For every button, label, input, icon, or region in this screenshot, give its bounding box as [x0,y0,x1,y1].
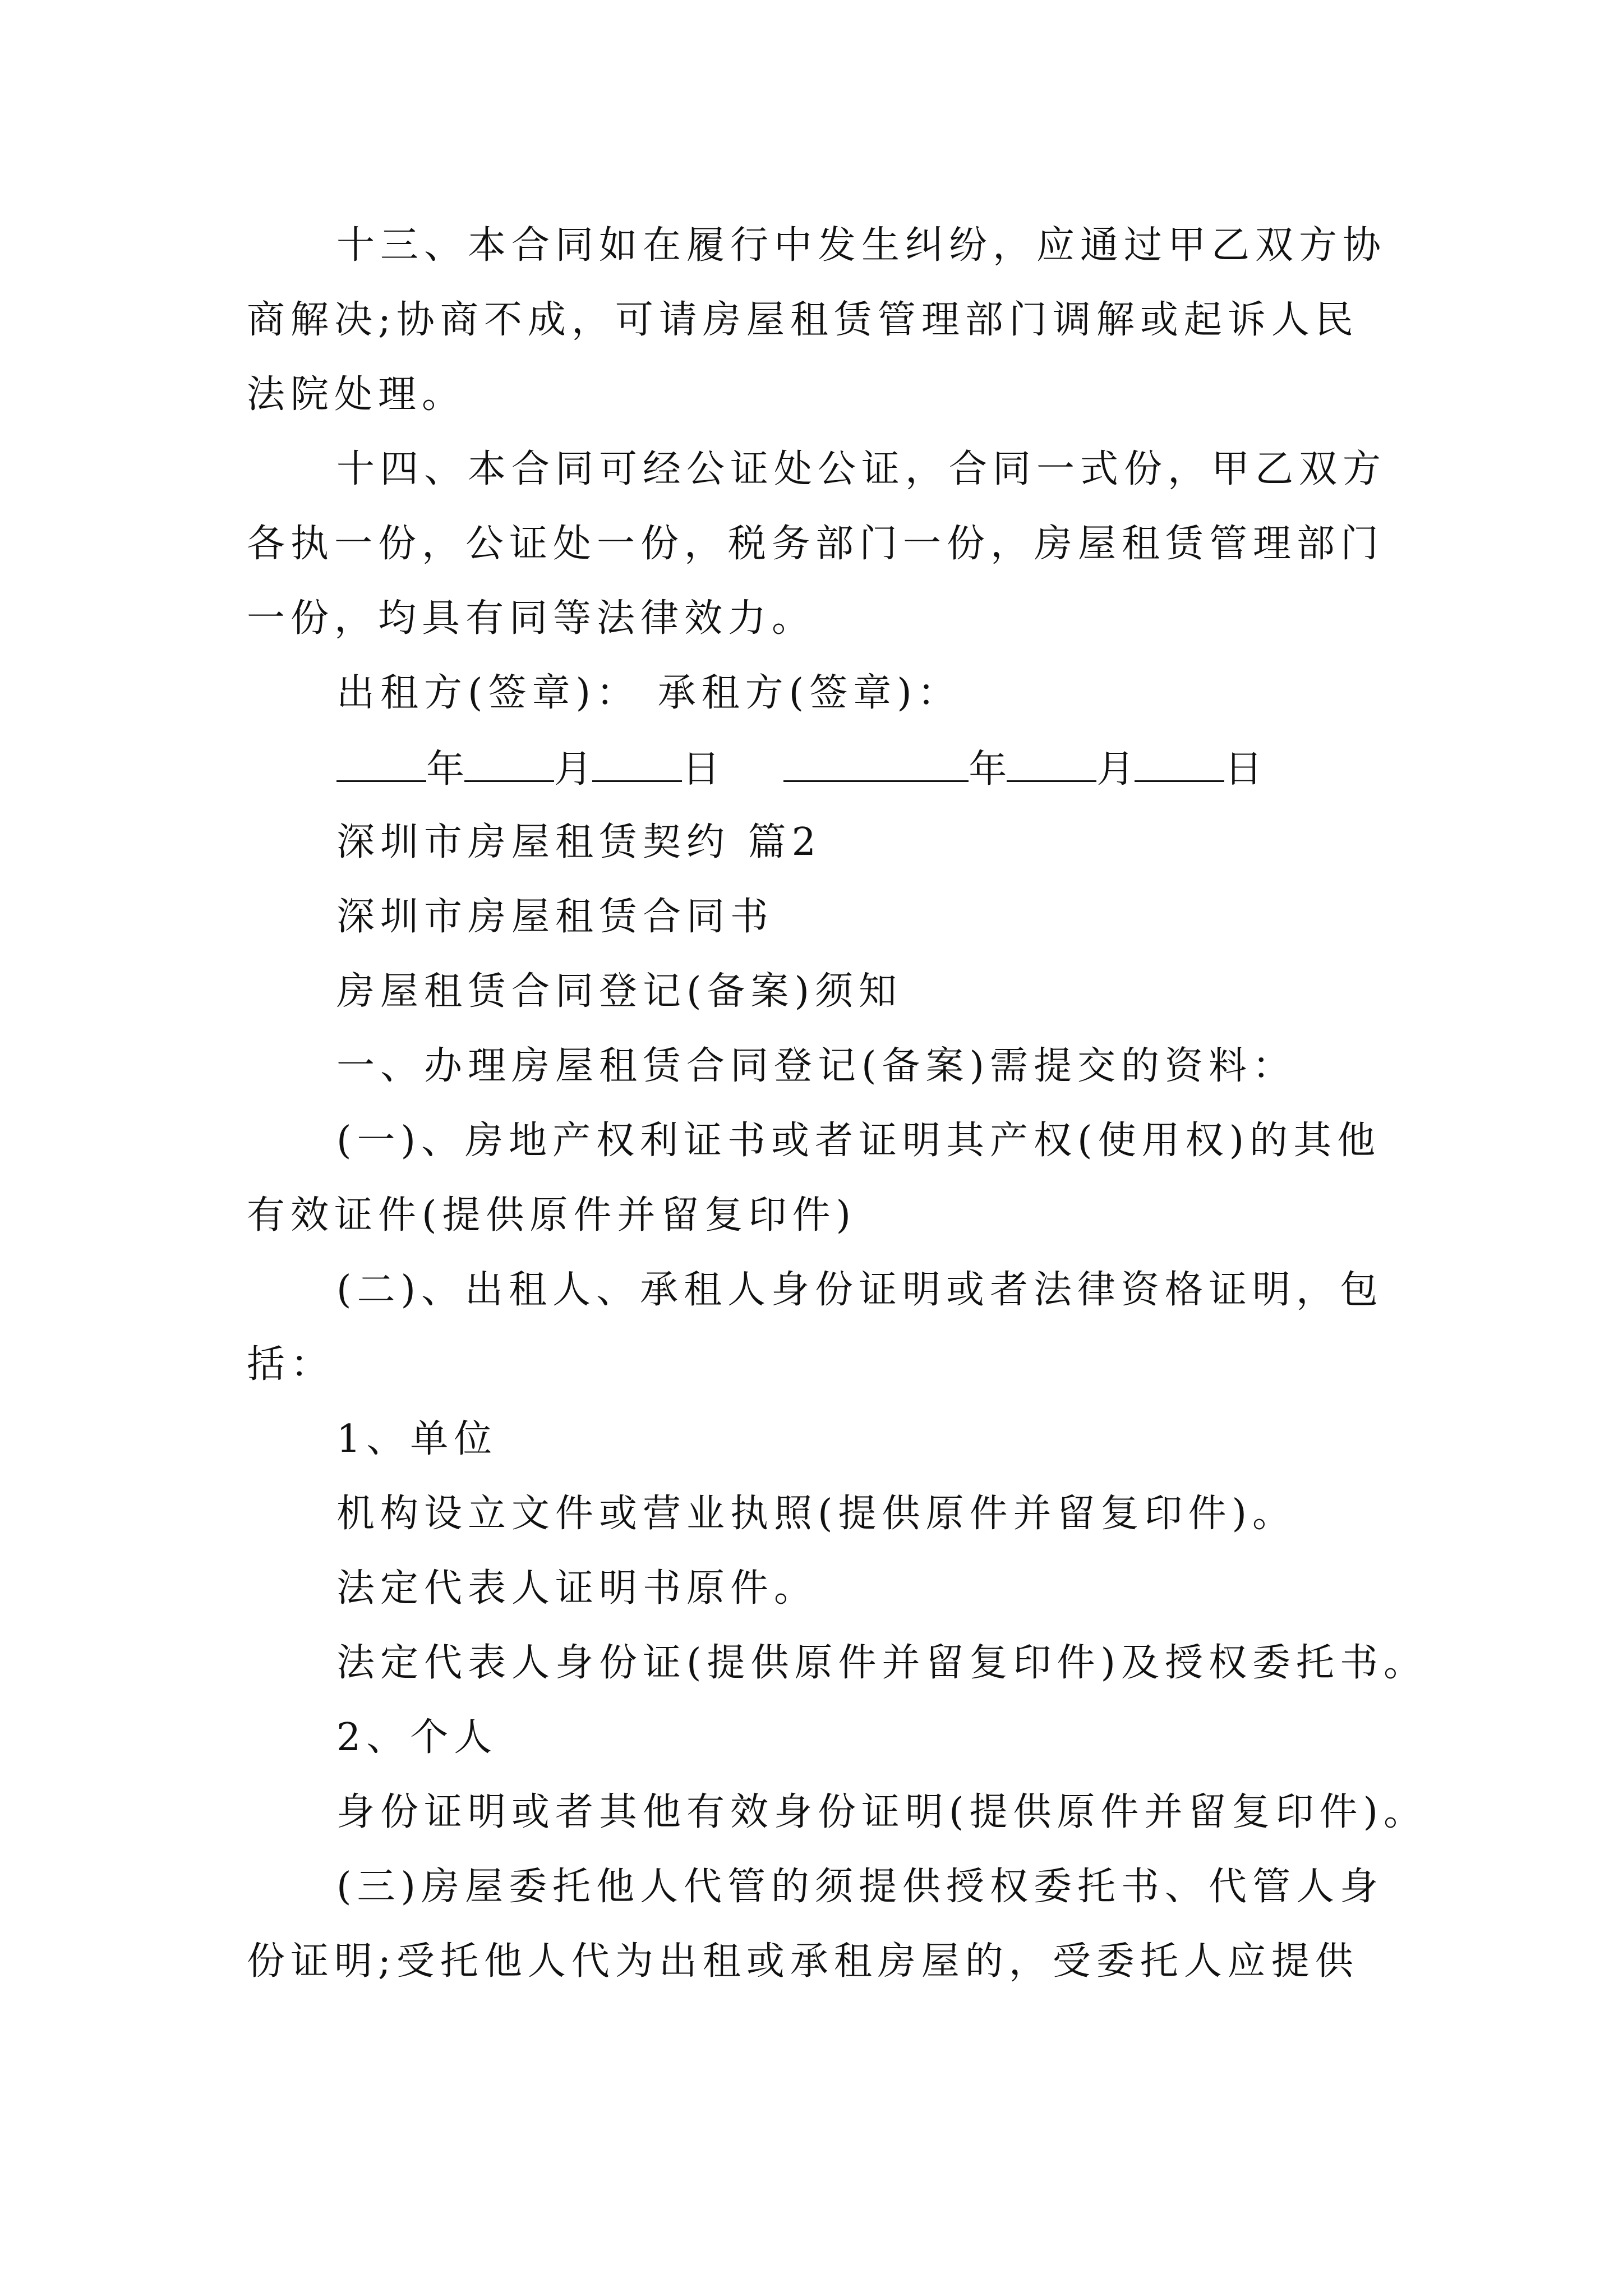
document-title: 深圳市房屋租赁合同书 [336,895,774,939]
paragraph-line: (一)、房地产权利证书或者证明其产权(使用权)的其他 [336,1119,1381,1163]
list-item: 法定代表人证明书原件。 [336,1566,818,1611]
list-item: 法定代表人身份证(提供原件并留复印件)及授权委托书。 [336,1641,1428,1685]
month-blank [1007,746,1096,782]
paragraph-line: 一份，均具有同等法律效力。 [247,596,816,641]
paragraph-line: (三)房屋委托他人代管的须提供授权委托书、代管人身 [336,1865,1384,1909]
list-item: 机构设立文件或营业执照(提供原件并留复印件)。 [336,1492,1297,1536]
day-label: 日 [1224,747,1263,792]
month-label: 月 [1096,747,1135,792]
paragraph-line: (二)、出租人、承租人身份证明或者法律资格证明，包 [336,1268,1384,1312]
day-blank [592,746,682,782]
notice-title: 房屋租赁合同登记(备案)须知 [336,969,903,1014]
list-item: 1、单位 [336,1417,498,1461]
paragraph-line: 括： [247,1342,335,1387]
day-label: 日 [682,747,721,792]
list-item: 2、个人 [336,1715,498,1760]
signature-labels: 出租方(签章)： 承租方(签章)： [336,671,961,715]
paragraph-line: 十四、本合同可经公证处公证，合同一式份，甲乙双方 [336,447,1387,491]
list-item: 身份证明或者其他有效身份证明(提供原件并留复印件)。 [336,1790,1428,1834]
paragraph-line: 商解决;协商不成，可请房屋租赁管理部门调解或起诉人民 [247,298,1359,342]
paragraph-line: 各执一份，公证处一份，税务部门一份，房屋租赁管理部门 [247,522,1385,566]
month-label: 月 [554,747,593,792]
section-heading: 深圳市房屋租赁契约 篇2 [336,820,822,864]
paragraph-line: 法院处理。 [247,372,466,417]
day-blank [1135,746,1224,782]
year-label: 年 [426,747,465,792]
paragraph-line: 份证明;受托他人代为出租或承租房屋的，受委托人应提供 [247,1939,1359,1984]
year-blank [783,746,969,782]
year-label: 年 [969,747,1007,792]
paragraph-line: 一、办理房屋租赁合同登记(备案)需提交的资料： [336,1044,1297,1088]
paragraph-line: 有效证件(提供原件并留复印件) [247,1193,857,1237]
year-blank [336,746,426,782]
month-blank [464,746,554,782]
signature-date-row [336,746,1262,792]
paragraph-line: 十三、本合同如在履行中发生纠纷，应通过甲乙双方协 [336,223,1387,268]
